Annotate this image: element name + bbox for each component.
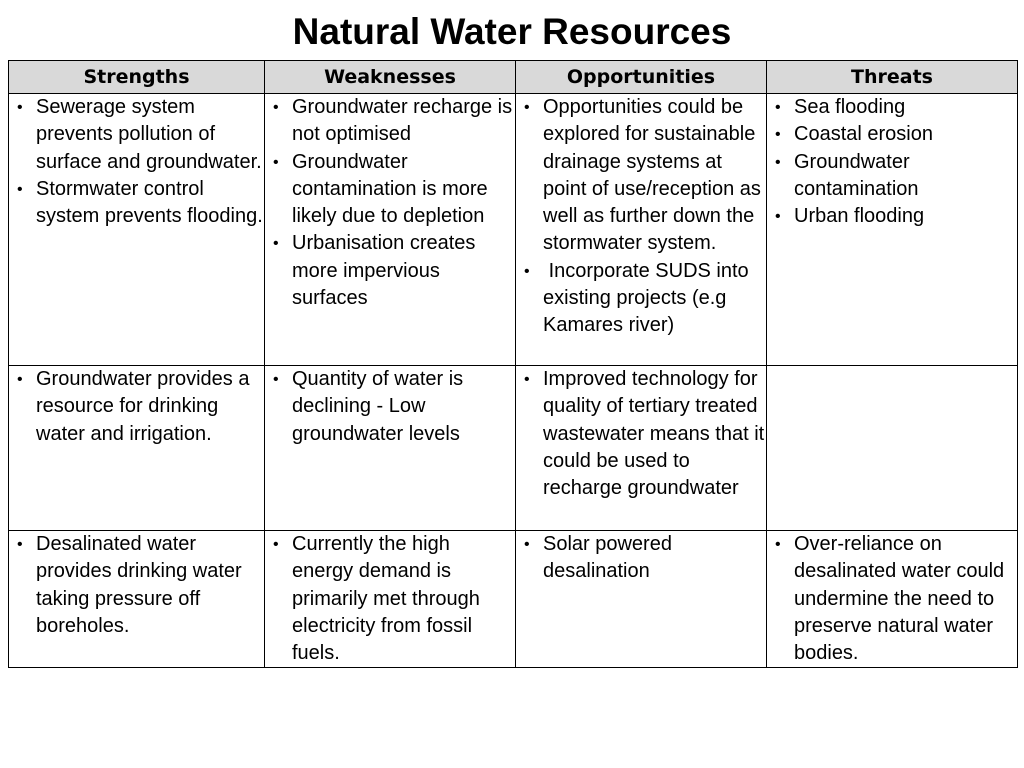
header-row — [9, 61, 1018, 94]
bullet-list — [265, 531, 515, 667]
cell-weaknesses — [265, 366, 516, 531]
list-item-text: Groundwater provides a resource for drinking water and irrigation. — [36, 368, 250, 445]
list-item — [775, 121, 1017, 148]
list-item-text: Groundwater recharge is not optimised — [292, 96, 513, 146]
bullet-list — [9, 366, 264, 448]
cell-opportunities — [516, 531, 767, 668]
list-item — [524, 94, 766, 258]
bullet-list — [9, 531, 264, 640]
list-item — [273, 230, 515, 312]
bullet-icon: • — [775, 208, 781, 226]
list-item-text: Sea flooding — [794, 96, 906, 118]
cell-strengths — [9, 94, 265, 366]
list-item — [775, 531, 1017, 667]
list-item-text: Solar powered desalination — [543, 533, 672, 583]
list-item-text: Urbanisation creates more impervious surfaces — [292, 232, 476, 310]
header-weaknesses: Weaknesses — [265, 61, 516, 94]
list-item — [524, 531, 766, 586]
bullet-icon: • — [273, 153, 279, 171]
list-item-text: Currently the high energy demand is primarily met through electricity from fossil fuels. — [292, 533, 480, 665]
header-threats: Threats — [767, 61, 1018, 94]
bullet-icon: • — [524, 371, 530, 388]
list-item — [273, 531, 515, 667]
bullet-icon: • — [273, 99, 279, 116]
cell-weaknesses — [265, 531, 516, 668]
list-item — [524, 366, 766, 502]
cell-strengths — [9, 366, 265, 531]
bullet-icon: • — [524, 536, 530, 553]
bullet-icon: • — [775, 153, 781, 171]
bullet-icon: • — [17, 180, 23, 198]
bullet-icon: • — [17, 99, 23, 116]
bullet-list — [265, 94, 515, 312]
list-item — [524, 258, 766, 340]
bullet-icon: • — [775, 126, 781, 144]
list-item-text: Coastal erosion — [794, 123, 933, 146]
header-opportunities: Opportunities — [516, 61, 767, 94]
bullet-icon: • — [775, 536, 781, 553]
list-item — [273, 149, 515, 231]
list-item-text: Opportunities could be explored for sustainable drainage systems at point of use/reception as well as further down the stormwater system. — [543, 96, 761, 255]
bullet-icon: • — [524, 99, 530, 116]
cell-strengths — [9, 531, 265, 668]
list-item-text: Over-reliance on desalinated water could undermine the need to preserve natural water bodies. — [794, 533, 1005, 665]
list-item-text: Stormwater control system prevents flooding. — [36, 177, 263, 228]
page-title: Natural Water Resources — [292, 11, 732, 52]
list-item-text: Quantity of water is declining - Low groundwater levels — [292, 368, 464, 445]
cell-threats — [767, 531, 1018, 668]
table-row — [9, 531, 1018, 668]
list-item-text: Groundwater contamination — [794, 150, 919, 200]
bullet-icon: • — [17, 536, 23, 553]
table-row — [9, 94, 1018, 366]
list-item — [17, 531, 264, 640]
cell-threats — [767, 94, 1018, 366]
bullet-list — [516, 531, 766, 586]
bullet-list — [516, 94, 766, 340]
bullet-icon: • — [524, 262, 530, 280]
list-item — [17, 94, 264, 176]
cell-weaknesses — [265, 94, 516, 366]
bullet-icon: • — [273, 536, 279, 553]
list-item-text: Urban flooding — [794, 205, 925, 228]
list-item — [775, 203, 1017, 230]
bullet-icon: • — [17, 371, 23, 388]
list-item-text: Desalinated water provides drinking water taking pressure off boreholes. — [36, 533, 242, 637]
cell-opportunities — [516, 366, 767, 531]
list-item — [17, 176, 264, 231]
bullet-list — [516, 366, 766, 502]
bullet-icon: • — [273, 371, 279, 388]
cell-opportunities — [516, 94, 767, 366]
bullet-list — [767, 531, 1017, 667]
list-item — [273, 366, 515, 448]
table-row — [9, 366, 1018, 531]
bullet-list — [9, 94, 264, 230]
list-item — [17, 366, 264, 448]
list-item-text: Groundwater contamination is more likely due to depletion — [292, 150, 488, 228]
list-item — [273, 94, 515, 149]
list-item-text: Incorporate SUDS into existing projects (e.g Kamares river) — [543, 259, 755, 337]
list-item-text: Improved technology for quality of tertiary treated wastewater means that it could be used to recharge groundwater — [543, 368, 765, 500]
list-item — [775, 94, 1017, 121]
list-item-text: Sewerage system prevents pollution of surface and groundwater. — [36, 96, 262, 173]
list-item — [775, 149, 1017, 204]
header-strengths: Strengths — [9, 61, 265, 94]
cell-threats-empty — [767, 366, 1018, 531]
swot-table — [8, 60, 1018, 668]
bullet-list — [265, 366, 515, 448]
bullet-icon: • — [775, 99, 781, 116]
bullet-list — [767, 94, 1017, 230]
bullet-icon: • — [273, 235, 279, 253]
